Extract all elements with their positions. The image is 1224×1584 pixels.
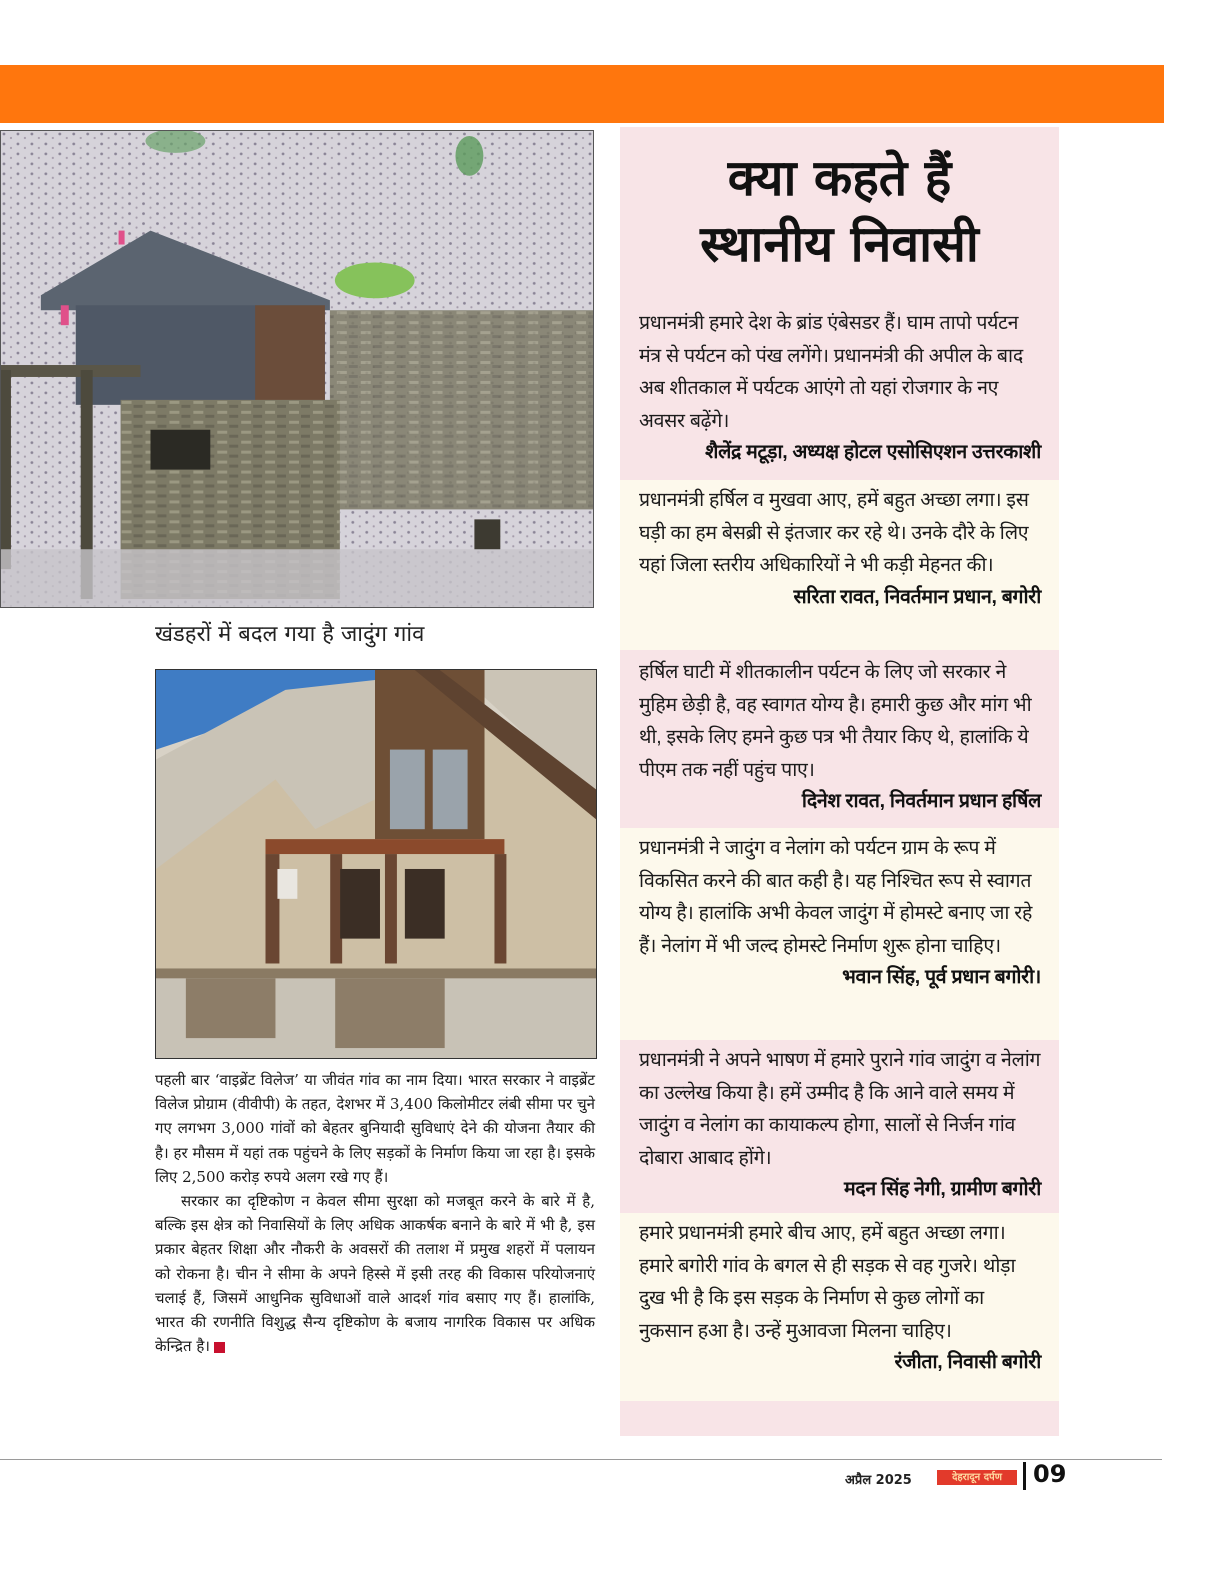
quote-block xyxy=(620,650,1059,828)
quote-text: हमारे प्रधानमंत्री हमारे बीच आए, हमें बहुत अच्छा लगा। हमारे बगोरी गांव के बगल से ही सड़क से वह गुजरे। थोड़ा दुख भी है कि इस सड़क के निर्माण से कुछ लोगों का नुकसान हआ है। उन्हें मुआवजा मिलना चाहिए। xyxy=(639,1222,1016,1342)
quote-author: दिनेश रावत, निवर्तमान प्रधान हर्षिल xyxy=(801,790,1041,812)
quote-block xyxy=(620,480,1059,650)
quote-author: मदन सिंह नेगी, ग्रामीण बगोरी xyxy=(843,1178,1041,1200)
quote-author: रंजीता, निवासी बगोरी xyxy=(894,1351,1041,1373)
quote-block xyxy=(620,305,1059,480)
issue-date: अप्रैल 2025 xyxy=(845,1473,912,1488)
quote-text: प्रधानमंत्री हमारे देश के ब्रांड एंबेसडर हैं। घाम तापो पर्यटन मंत्र से पर्यटन को पंख लगेंगे। प्रधानमंत्री की अपील के बाद अब शीतकाल में पर्यटक आएंगे तो यहां रोजगार के नए अवसर बढ़ेंगे। xyxy=(639,312,1023,432)
quote-author: शैलेंद्र मटूड़ा, अध्यक्ष होटल एसोसिएशन उत्तरकाशी xyxy=(705,441,1041,463)
article-body xyxy=(155,1068,595,1358)
photo-abandoned-house xyxy=(155,669,597,1059)
quote-block xyxy=(620,1213,1059,1401)
article-paragraph: पहली बार ‘वाइब्रेंट विलेज’ या जीवंत गांव का नाम दिया। भारत सरकार ने वाइब्रेंट विलेज प्रोग्राम (वीवीपी) के तहत, देशभर में 3,400 किलोमीटर लंबी सीमा पर चुने गए लगभग 3,000 गांवों को बेहतर बुनियादी सुविधाएं देने की योजना तैयार की है। हर मौसम में यहां तक पहुंचने के लिए सड़कों के निर्माण किया जा रहा है। इसके लिए 2,500 करोड़ रुपये अलग रखे गए हैं। xyxy=(155,1071,595,1186)
quote-text: प्रधानमंत्री ने जादुंग व नेलांग को पर्यटन ग्राम के रूप में विकसित करने की बात कही है। यह निश्चित रूप से स्वागत योग्य है। हालांकि अभी केवल जादुंग में होमस्टे बनाए जा रहे हैं। नेलांग में भी जल्द होमस्टे निर्माण शुरू होना चाहिए। xyxy=(639,837,1033,957)
photo-caption: खंडहरों में बदल गया है जादुंग गांव xyxy=(155,622,425,647)
end-of-article-mark xyxy=(214,1342,225,1353)
footer-divider-line xyxy=(0,1459,1162,1460)
sidebar-title xyxy=(620,145,1059,277)
footer-vertical-divider xyxy=(1023,1462,1026,1490)
quote-block xyxy=(620,828,1059,1040)
quote-text: हर्षिल घाटी में शीतकालीन पर्यटन के लिए जो सरकार ने मुहिम छेड़ी है, वह स्वागत योग्य है। हमारी कुछ और मांग भी थी, इसके लिए हमने कुछ पत्र भी तैयार किए थे, हालांकि ये पीएम तक नहीं पहुंच पाए। xyxy=(639,661,1032,781)
ruined-houses-illustration xyxy=(1,131,593,607)
photo-ruined-houses xyxy=(0,130,594,608)
quote-author: सरिता रावत, निवर्तमान प्रधान, बगोरी xyxy=(793,585,1041,608)
page-number: 09 xyxy=(1033,1460,1067,1488)
sidebar-title-line: स्थानीय निवासी xyxy=(700,215,979,273)
article-paragraph-text: सरकार का दृष्टिकोण न केवल सीमा सुरक्षा को मजबूत करने के बारे में है, बल्कि इस क्षेत्र को निवासियों के लिए अधिक आकर्षक बनाने के बारे में भी है, इस प्रकार बेहतर शिक्षा और नौकरी के अवसरों की तलाश में प्रमुख शहरों में पलायन को रोकना है। चीन ने सीमा के अपने हिस्से में इसी तरह की विकास परियोजनाएं चलाई हैं, जिसमें आधुनिक सुविधाओं वाले आदर्श गांव बसाए गए हैं। हालांकि, भारत की रणनीति विशुद्ध सैन्य दृष्टिकोण के बजाय नागरिक विकास पर अधिक केन्द्रित है। xyxy=(155,1192,595,1356)
header-color-band xyxy=(0,65,1164,123)
quote-text: प्रधानमंत्री ने अपने भाषण में हमारे पुराने गांव जादुंग व नेलांग का उल्लेख किया है। हमें उम्मीद है कि आने वाले समय में जादुंग व नेलांग का कायाकल्प होगा, सालों से निर्जन गांव दोबारा आबाद होंगे। xyxy=(639,1049,1041,1169)
quote-author: भवान सिंह, पूर्व प्रधान बगोरी। xyxy=(842,966,1041,988)
magazine-logo: देहरादून दर्पण xyxy=(937,1470,1017,1485)
quote-text: प्रधानमंत्री हर्षिल व मुखवा आए, हमें बहुत अच्छा लगा। इस घड़ी का हम बेसब्री से इंतजार कर रहे थे। उनके दौरे के लिए यहां जिला स्तरीय अधिकारियों ने भी कड़ी मेहनत की। xyxy=(639,489,1029,576)
residents-quotes-sidebar xyxy=(620,127,1059,1436)
quote-block xyxy=(620,1040,1059,1213)
article-paragraph xyxy=(155,1189,595,1358)
abandoned-house-illustration xyxy=(156,670,596,1058)
sidebar-title-line: क्या कहते हैं xyxy=(727,149,952,207)
